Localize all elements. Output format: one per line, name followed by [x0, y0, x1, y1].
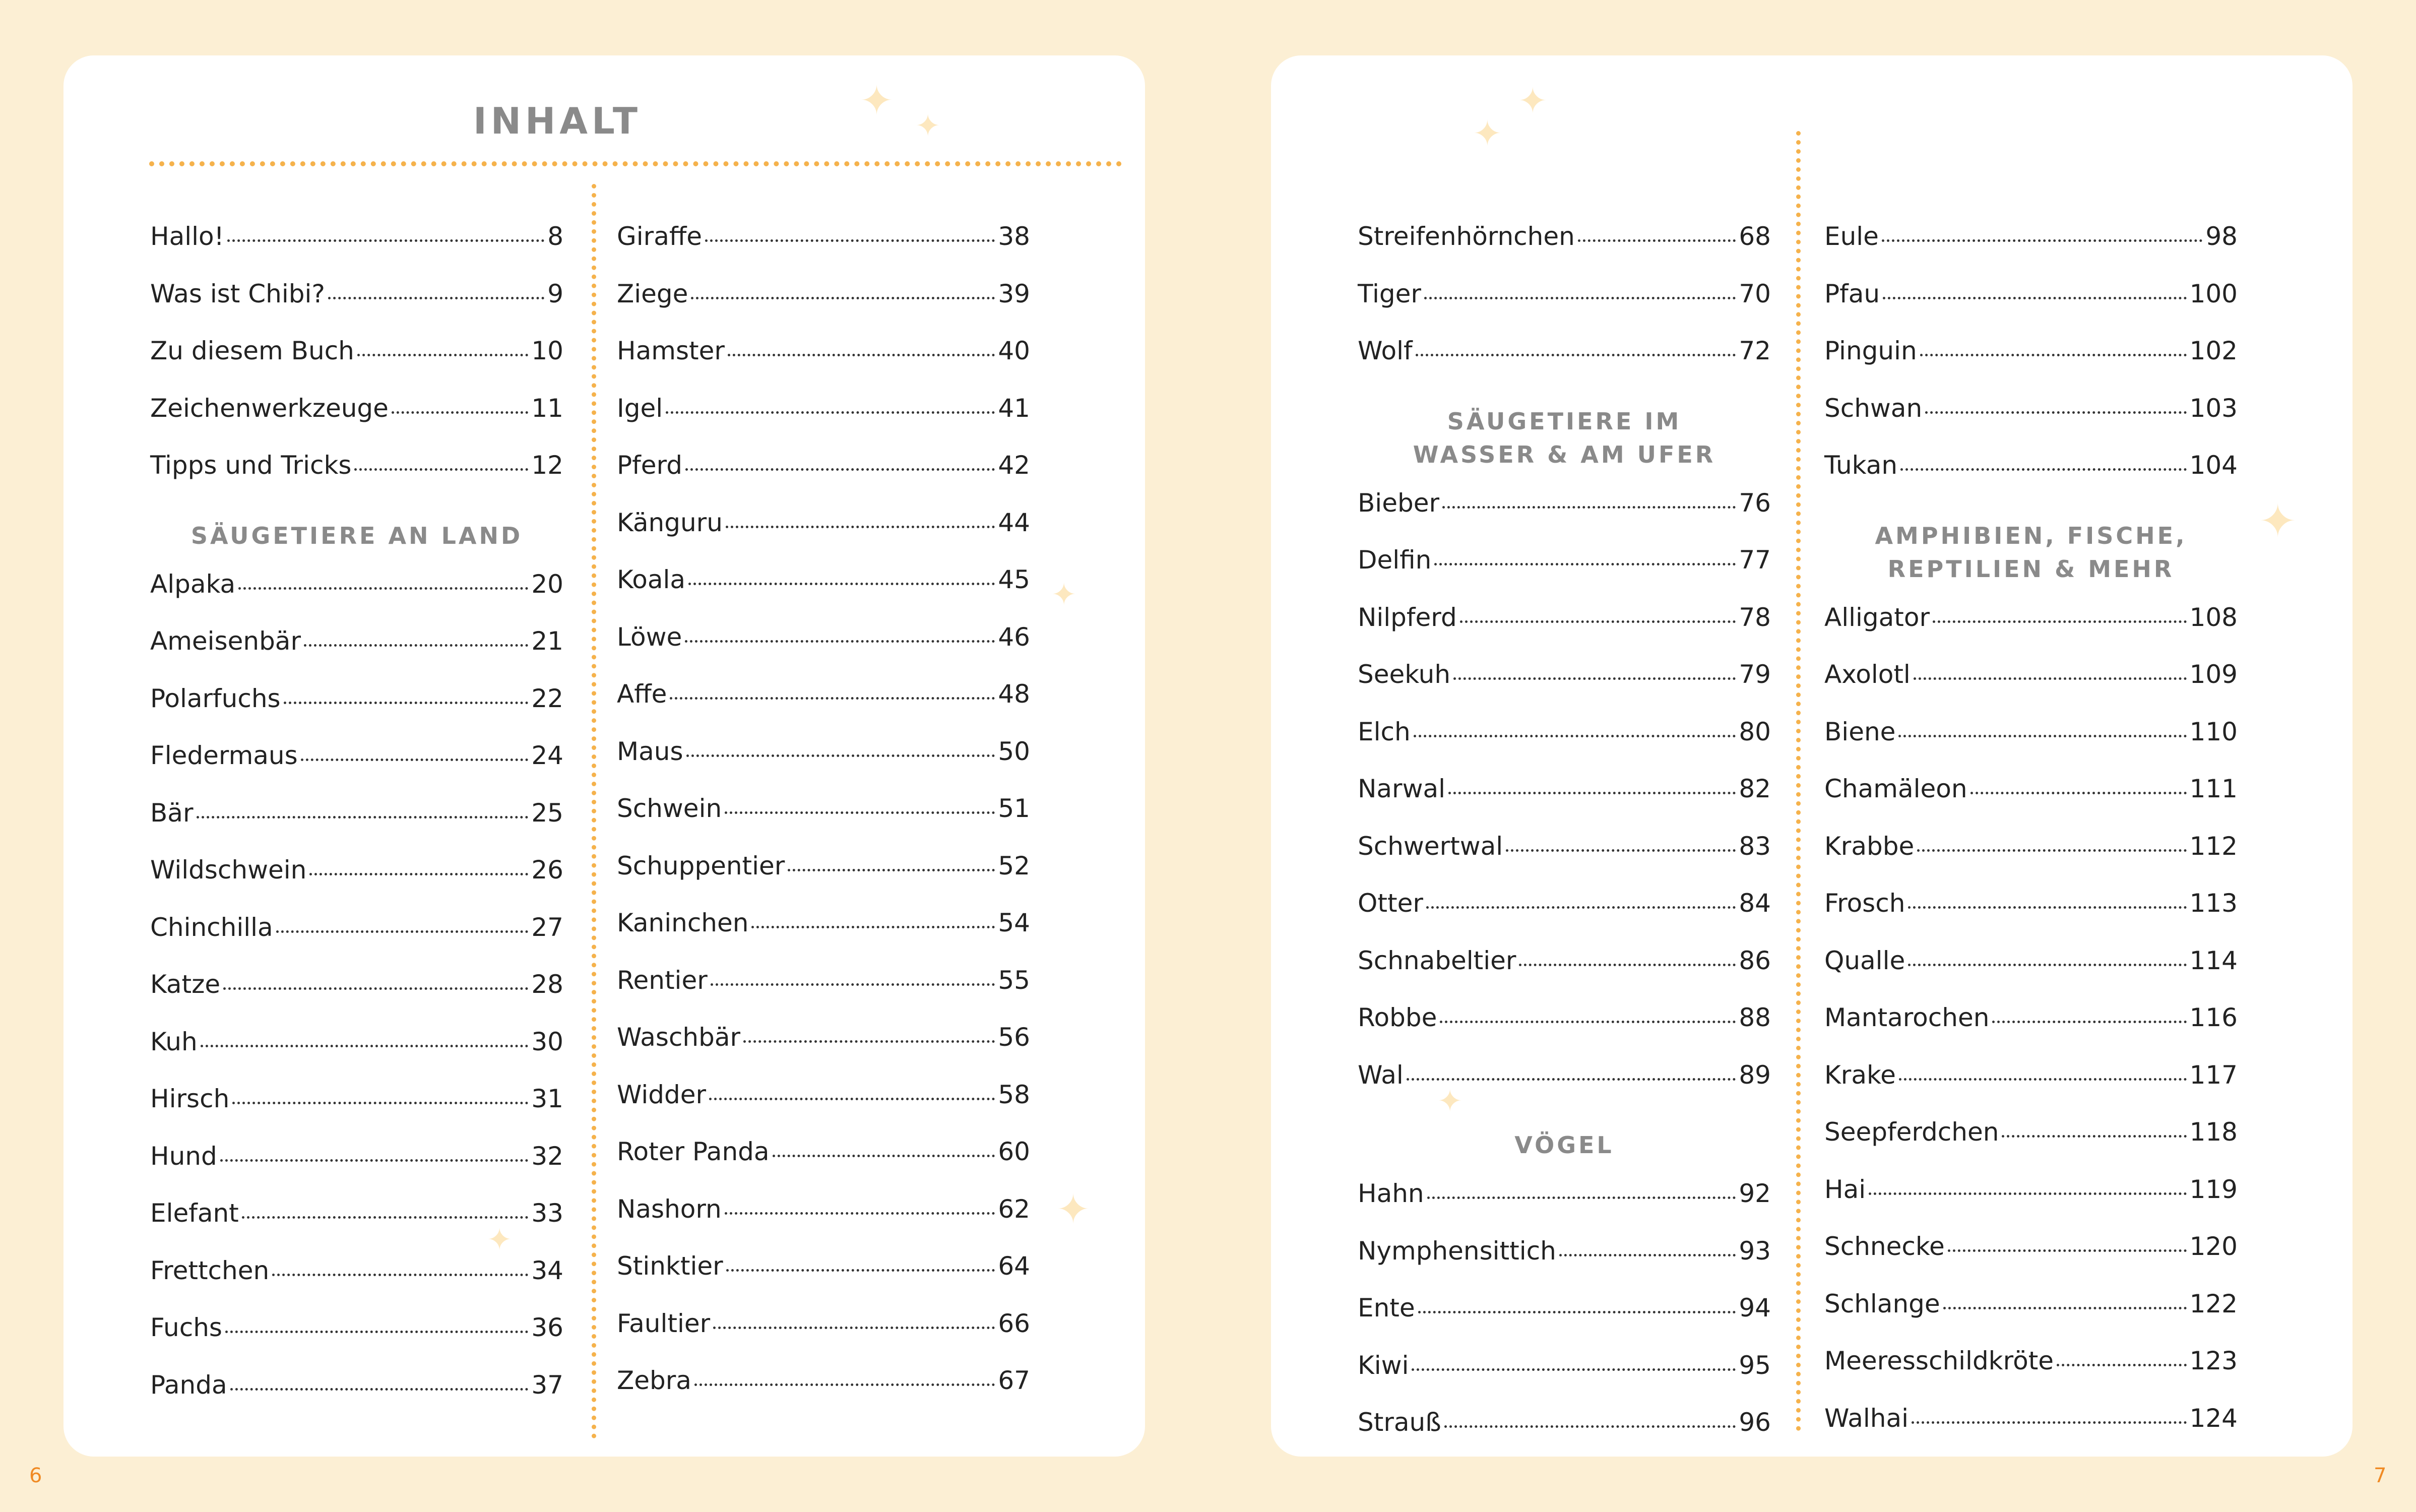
toc-entry[interactable]: Bieber 76 — [1358, 488, 1771, 518]
sparkle-star-icon: ✦ — [915, 109, 941, 143]
toc-entry[interactable]: Robbe 88 — [1358, 1003, 1771, 1032]
toc-entry[interactable]: Ente 94 — [1358, 1293, 1771, 1322]
toc-entry[interactable]: Löwe 46 — [617, 622, 1030, 652]
toc-entry[interactable]: Schnecke 120 — [1824, 1232, 2238, 1261]
toc-entry[interactable]: Kuh 30 — [150, 1027, 563, 1056]
toc-column-1 — [150, 222, 563, 1427]
toc-entry[interactable]: Krabbe 112 — [1824, 831, 2238, 861]
toc-entry[interactable]: Pinguin 102 — [1824, 336, 2238, 365]
toc-entry[interactable]: Schwein 51 — [617, 794, 1030, 823]
toc-entry[interactable]: Katze 28 — [150, 970, 563, 999]
toc-entry[interactable]: Chamäleon 111 — [1824, 774, 2238, 803]
sparkle-star-icon: ✦ — [860, 78, 894, 123]
toc-entry[interactable]: Hirsch 31 — [150, 1084, 563, 1113]
toc-entry[interactable]: Känguru 44 — [617, 508, 1030, 537]
toc-entry[interactable]: Hai 119 — [1824, 1174, 2238, 1204]
left-page — [63, 55, 1145, 1457]
toc-entry[interactable]: Nymphensittich 93 — [1358, 1236, 1771, 1266]
toc-entry[interactable]: Maus 50 — [617, 736, 1030, 766]
toc-entry[interactable]: Qualle 114 — [1824, 946, 2238, 975]
page-number-right: 7 — [2374, 1464, 2387, 1487]
toc-entry[interactable]: Axolotl 109 — [1824, 660, 2238, 689]
sparkle-star-icon: ✦ — [1437, 1084, 1463, 1118]
toc-entry[interactable]: Ameisenbär 21 — [150, 626, 563, 656]
toc-entry[interactable]: Polarfuchs 22 — [150, 683, 563, 713]
toc-entry[interactable]: Schnabeltier 86 — [1358, 946, 1771, 975]
toc-entry[interactable]: Otter 84 — [1358, 889, 1771, 918]
toc-entry[interactable]: Schlange 122 — [1824, 1289, 2238, 1318]
toc-entry[interactable]: Tipps und Tricks 12 — [150, 451, 563, 480]
toc-column-4 — [1824, 222, 2238, 1461]
toc-entry[interactable]: Waschbär 56 — [617, 1023, 1030, 1052]
sparkle-star-icon: ✦ — [1473, 114, 1502, 153]
toc-entry[interactable]: Hallo! 8 — [150, 222, 563, 251]
toc-entry[interactable]: Biene 110 — [1824, 717, 2238, 746]
toc-entry[interactable]: Pfau 100 — [1824, 279, 2238, 308]
toc-entry[interactable]: Wolf 72 — [1358, 336, 1771, 365]
right-page — [1271, 55, 2353, 1457]
toc-entry[interactable]: Wildschwein 26 — [150, 855, 563, 885]
toc-entry[interactable]: Rentier 55 — [617, 965, 1030, 995]
toc-entry[interactable]: Delfin 77 — [1358, 545, 1771, 575]
toc-entry[interactable]: Elch 80 — [1358, 717, 1771, 746]
toc-entry[interactable]: Strauß 96 — [1358, 1408, 1771, 1437]
toc-entry[interactable]: Ziege 39 — [617, 279, 1030, 308]
toc-entry[interactable]: Seekuh 79 — [1358, 660, 1771, 689]
toc-entry[interactable]: Igel 41 — [617, 393, 1030, 423]
toc-entry[interactable]: Wal 89 — [1358, 1060, 1771, 1090]
section-heading: SÄUGETIERE AN LAND — [190, 522, 523, 549]
toc-entry[interactable]: Zu diesem Buch 10 — [150, 336, 563, 365]
toc-entry[interactable]: Hahn 92 — [1358, 1179, 1771, 1208]
toc-entry[interactable]: Frosch 113 — [1824, 889, 2238, 918]
toc-entry[interactable]: Roter Panda 60 — [617, 1137, 1030, 1166]
toc-entry[interactable]: Seepferdchen 118 — [1824, 1117, 2238, 1147]
toc-entry[interactable]: Elefant 33 — [150, 1199, 563, 1228]
toc-entry[interactable]: Streifenhörnchen 68 — [1358, 222, 1771, 251]
toc-entry[interactable]: Narwal 82 — [1358, 774, 1771, 803]
toc-entry[interactable]: Pferd 42 — [617, 451, 1030, 480]
toc-entry[interactable]: Bär 25 — [150, 798, 563, 828]
toc-entry[interactable]: Mantarochen 116 — [1824, 1003, 2238, 1032]
toc-entry[interactable]: Fuchs 36 — [150, 1313, 563, 1342]
toc-column-2 — [617, 222, 1030, 1423]
toc-entry[interactable]: Schwan 103 — [1824, 393, 2238, 423]
sparkle-star-icon: ✦ — [1518, 81, 1548, 120]
page-number-left: 6 — [29, 1464, 42, 1487]
toc-entry[interactable]: Tiger 70 — [1358, 279, 1771, 308]
toc-entry[interactable]: Affe 48 — [617, 679, 1030, 709]
toc-entry[interactable]: Nashorn 62 — [617, 1194, 1030, 1224]
toc-entry[interactable]: Faultier 66 — [617, 1308, 1030, 1338]
toc-entry[interactable]: Was ist Chibi? 9 — [150, 279, 563, 308]
sparkle-star-icon: ✦ — [1056, 1187, 1091, 1232]
toc-entry[interactable]: Kiwi 95 — [1358, 1350, 1771, 1380]
toc-entry[interactable]: Meeresschildkröte 123 — [1824, 1346, 2238, 1375]
toc-entry[interactable]: Panda 37 — [150, 1370, 563, 1400]
sparkle-star-icon: ✦ — [487, 1223, 513, 1256]
toc-entry[interactable]: Zebra 67 — [617, 1366, 1030, 1395]
sparkle-star-icon: ✦ — [2259, 496, 2297, 547]
section-heading: AMPHIBIEN, FISCHE, REPTILIEN & MEHR — [1875, 522, 2187, 583]
title-divider — [149, 161, 1122, 166]
toc-entry[interactable]: Zeichenwerkzeuge 11 — [150, 393, 563, 423]
toc-entry[interactable]: Alligator 108 — [1824, 602, 2238, 632]
section-heading: SÄUGETIERE IM WASSER & AM UFER — [1413, 407, 1716, 468]
page-title: INHALT — [473, 100, 642, 142]
toc-entry[interactable]: Koala 45 — [617, 565, 1030, 594]
toc-entry[interactable]: Chinchilla 27 — [150, 912, 563, 942]
toc-entry[interactable]: Hund 32 — [150, 1141, 563, 1171]
column-divider — [592, 184, 596, 1439]
toc-entry[interactable]: Schwertwal 83 — [1358, 831, 1771, 861]
toc-entry[interactable]: Widder 58 — [617, 1080, 1030, 1109]
toc-column-3 — [1358, 222, 1771, 1465]
toc-entry[interactable]: Kaninchen 54 — [617, 908, 1030, 937]
sparkle-star-icon: ✦ — [1051, 578, 1077, 611]
toc-entry[interactable]: Krake 117 — [1824, 1060, 2238, 1090]
toc-entry[interactable]: Giraffe 38 — [617, 222, 1030, 251]
toc-entry[interactable]: Hamster 40 — [617, 336, 1030, 365]
toc-entry[interactable]: Walhai 124 — [1824, 1403, 2238, 1433]
toc-entry[interactable]: Alpaka 20 — [150, 569, 563, 599]
toc-entry[interactable]: Stinktier 64 — [617, 1251, 1030, 1281]
toc-entry[interactable]: Frettchen 34 — [150, 1255, 563, 1285]
section-heading: VÖGEL — [1514, 1131, 1614, 1159]
toc-entry[interactable]: Tukan 104 — [1824, 451, 2238, 480]
toc-entry[interactable]: Eule 98 — [1824, 222, 2238, 251]
column-divider — [1796, 131, 1801, 1431]
toc-entry[interactable]: Schuppentier 52 — [617, 851, 1030, 880]
toc-entry[interactable]: Nilpferd 78 — [1358, 602, 1771, 632]
toc-entry[interactable]: Fledermaus 24 — [150, 741, 563, 770]
